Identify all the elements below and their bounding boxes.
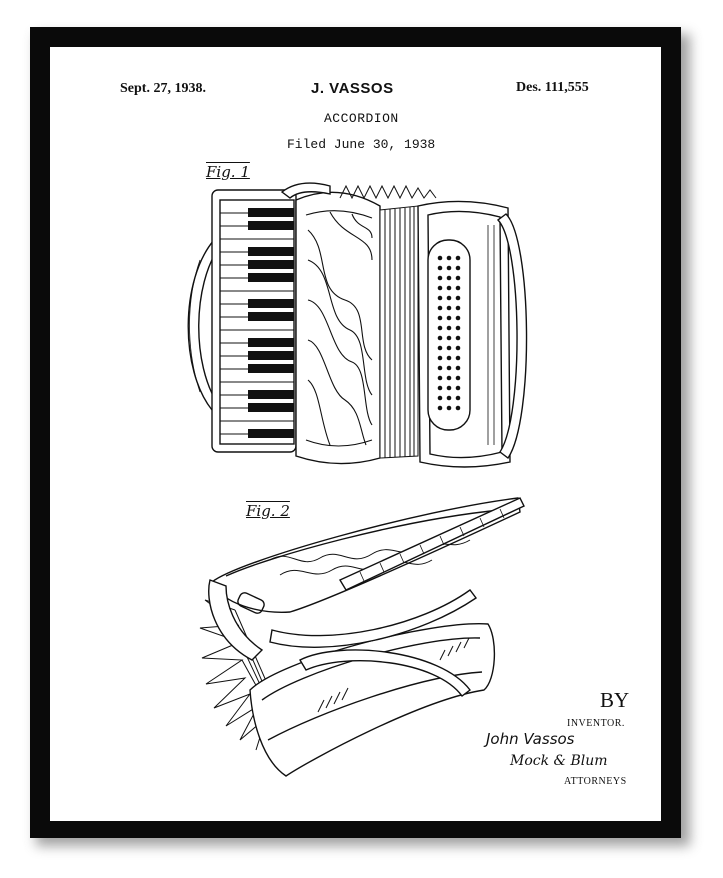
design-number: Des. 111,555: [516, 80, 589, 95]
figure-1-label: Fig. 1: [206, 163, 250, 181]
inventor-label: INVENTOR.: [567, 718, 625, 729]
attorney-signature: Mock & Blum: [510, 753, 608, 769]
inventor-header: J. VASSOS: [311, 80, 394, 97]
figure-1-accordion-front: [188, 183, 526, 467]
figure-2-accordion-perspective: [200, 498, 524, 776]
by-label: BY: [600, 688, 630, 712]
filed-date: Filed June 30, 1938: [287, 137, 436, 152]
patent-title: ACCORDION: [324, 111, 399, 126]
inventor-signature: John Vassos: [486, 730, 575, 748]
attorneys-label: ATTORNEYS: [564, 776, 627, 787]
patent-date: Sept. 27, 1938.: [120, 81, 206, 96]
figure-2-label: Fig. 2: [246, 502, 290, 520]
